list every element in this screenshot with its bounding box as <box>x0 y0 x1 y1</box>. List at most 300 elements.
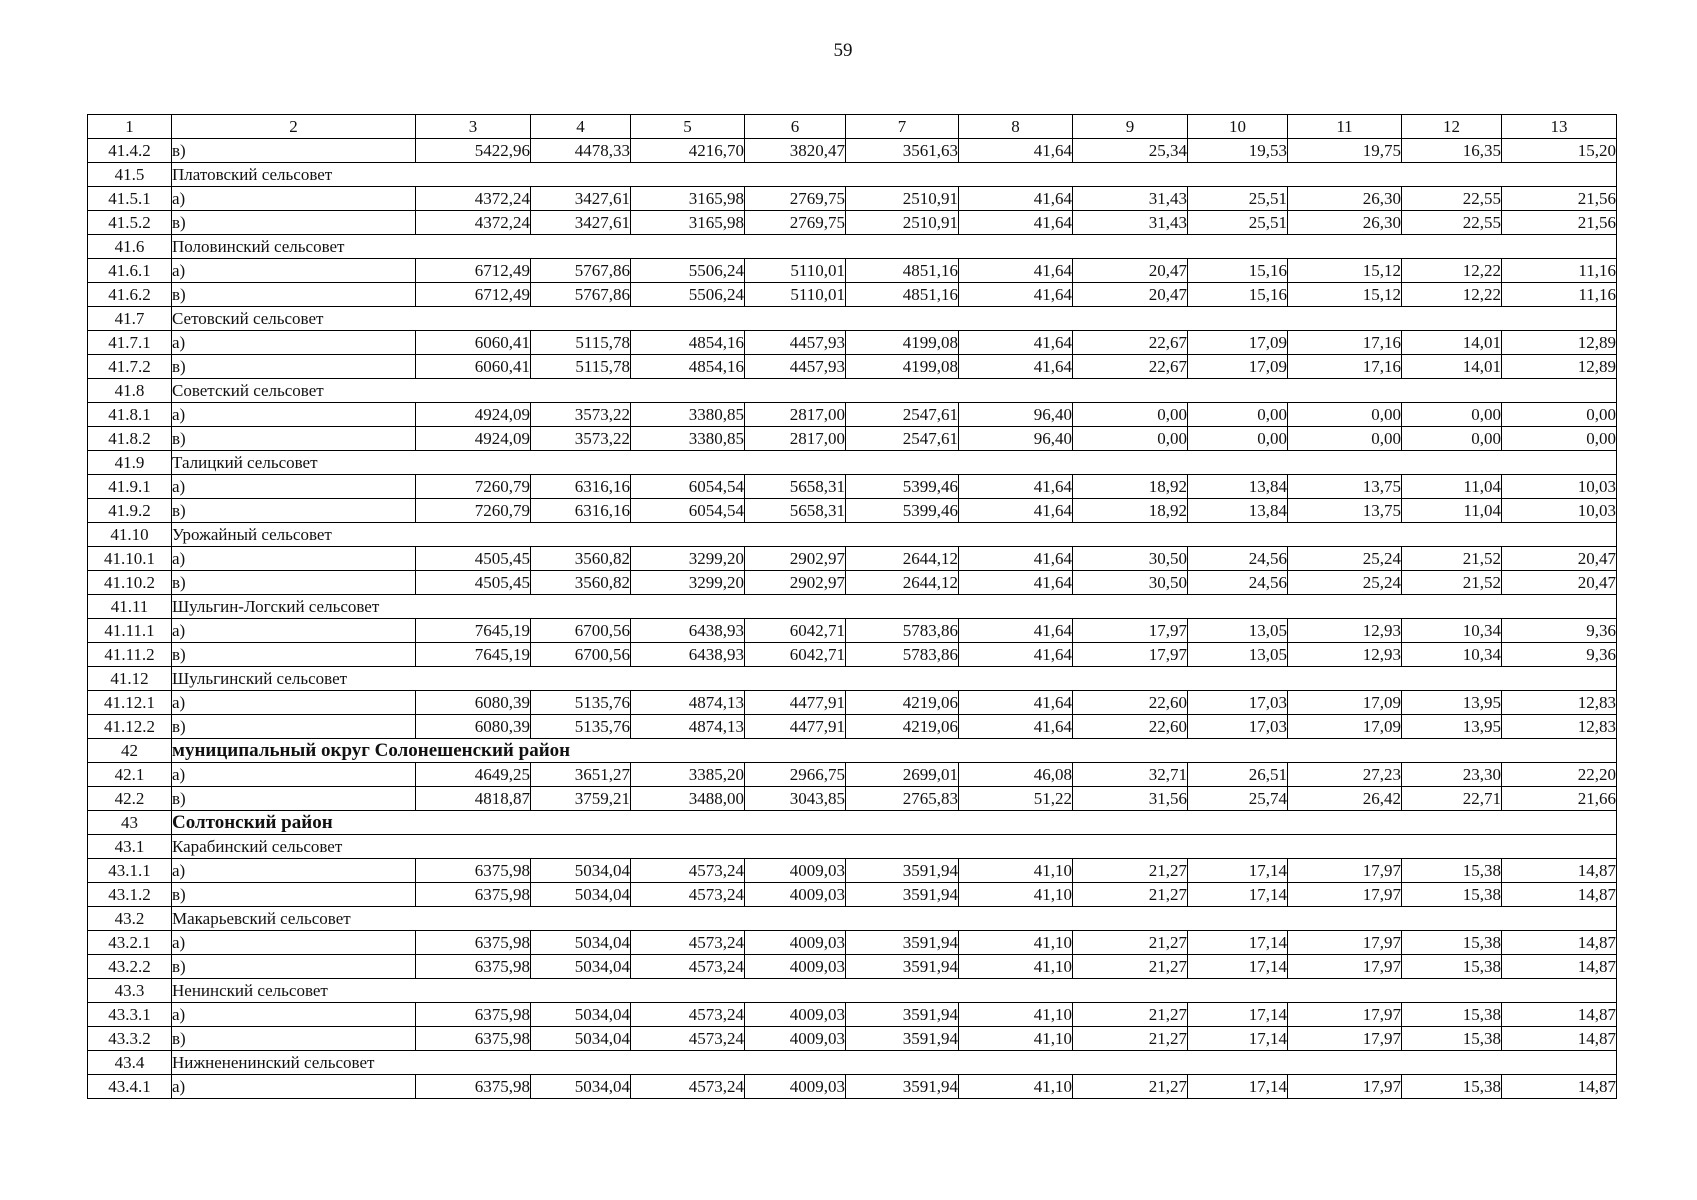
value-cell: 6316,16 <box>531 475 631 499</box>
value-cell: 3488,00 <box>631 787 745 811</box>
value-cell: 21,66 <box>1502 787 1617 811</box>
value-cell: 41,64 <box>959 355 1073 379</box>
value-cell: 31,43 <box>1073 211 1188 235</box>
value-cell: 6438,93 <box>631 643 745 667</box>
row-code: 41.10 <box>88 523 172 547</box>
row-label: в) <box>172 643 416 667</box>
value-cell: 41,64 <box>959 475 1073 499</box>
column-header: 1 <box>88 115 172 139</box>
value-cell: 21,27 <box>1073 1027 1188 1051</box>
value-cell: 17,16 <box>1288 331 1402 355</box>
value-cell: 11,16 <box>1502 259 1617 283</box>
value-cell: 5034,04 <box>531 1003 631 1027</box>
value-cell: 6375,98 <box>416 1027 531 1051</box>
row-code: 41.7 <box>88 307 172 331</box>
value-cell: 15,20 <box>1502 139 1617 163</box>
section-row <box>88 667 1617 691</box>
row-code: 43.3 <box>88 979 172 1003</box>
value-cell: 41,64 <box>959 619 1073 643</box>
row-code: 43.1.2 <box>88 883 172 907</box>
value-cell: 3165,98 <box>631 211 745 235</box>
value-cell: 17,97 <box>1073 619 1188 643</box>
value-cell: 3591,94 <box>846 1003 959 1027</box>
value-cell: 6054,54 <box>631 475 745 499</box>
value-cell: 3591,94 <box>846 955 959 979</box>
value-cell: 20,47 <box>1073 259 1188 283</box>
value-cell: 6060,41 <box>416 355 531 379</box>
value-cell: 2547,61 <box>846 427 959 451</box>
value-cell: 2644,12 <box>846 547 959 571</box>
row-label: а) <box>172 403 416 427</box>
value-cell: 0,00 <box>1073 403 1188 427</box>
value-cell: 41,64 <box>959 571 1073 595</box>
value-cell: 4854,16 <box>631 331 745 355</box>
value-cell: 4573,24 <box>631 931 745 955</box>
value-cell: 4477,91 <box>745 715 846 739</box>
value-cell: 2547,61 <box>846 403 959 427</box>
table-row <box>88 283 1617 307</box>
value-cell: 6060,41 <box>416 331 531 355</box>
row-code: 42 <box>88 739 172 763</box>
row-code: 41.5 <box>88 163 172 187</box>
value-cell: 17,16 <box>1288 355 1402 379</box>
value-cell: 5767,86 <box>531 283 631 307</box>
value-cell: 11,04 <box>1402 475 1502 499</box>
value-cell: 14,87 <box>1502 931 1617 955</box>
value-cell: 12,93 <box>1288 643 1402 667</box>
value-cell: 14,87 <box>1502 1003 1617 1027</box>
value-cell: 3591,94 <box>846 931 959 955</box>
value-cell: 17,97 <box>1288 955 1402 979</box>
row-label: а) <box>172 331 416 355</box>
table-row <box>88 1027 1617 1051</box>
value-cell: 4924,09 <box>416 403 531 427</box>
section-title: муниципальный округ Солонешенский район <box>172 739 1617 763</box>
row-code: 41.11 <box>88 595 172 619</box>
table-row <box>88 955 1617 979</box>
table-row <box>88 763 1617 787</box>
value-cell: 41,64 <box>959 499 1073 523</box>
value-cell: 17,09 <box>1288 691 1402 715</box>
value-cell: 3591,94 <box>846 1075 959 1099</box>
table-row <box>88 883 1617 907</box>
row-label: а) <box>172 763 416 787</box>
value-cell: 12,22 <box>1402 283 1502 307</box>
value-cell: 21,27 <box>1073 1003 1188 1027</box>
value-cell: 25,24 <box>1288 571 1402 595</box>
value-cell: 41,64 <box>959 283 1073 307</box>
row-code: 41.12 <box>88 667 172 691</box>
section-row <box>88 379 1617 403</box>
row-code: 43.1.1 <box>88 859 172 883</box>
value-cell: 22,67 <box>1073 331 1188 355</box>
value-cell: 0,00 <box>1288 403 1402 427</box>
table-row <box>88 355 1617 379</box>
value-cell: 17,97 <box>1288 859 1402 883</box>
table-row <box>88 619 1617 643</box>
value-cell: 6712,49 <box>416 283 531 307</box>
value-cell: 51,22 <box>959 787 1073 811</box>
value-cell: 21,56 <box>1502 211 1617 235</box>
value-cell: 4505,45 <box>416 547 531 571</box>
value-cell: 13,84 <box>1188 475 1288 499</box>
value-cell: 2644,12 <box>846 571 959 595</box>
value-cell: 4009,03 <box>745 1003 846 1027</box>
value-cell: 14,87 <box>1502 1027 1617 1051</box>
value-cell: 4854,16 <box>631 355 745 379</box>
value-cell: 4573,24 <box>631 1003 745 1027</box>
section-row <box>88 307 1617 331</box>
row-code: 41.7.2 <box>88 355 172 379</box>
row-code: 41.5.1 <box>88 187 172 211</box>
value-cell: 5034,04 <box>531 955 631 979</box>
value-cell: 41,10 <box>959 1027 1073 1051</box>
value-cell: 5034,04 <box>531 859 631 883</box>
row-label: в) <box>172 571 416 595</box>
row-label: в) <box>172 427 416 451</box>
row-label: в) <box>172 283 416 307</box>
table-row <box>88 403 1617 427</box>
row-code: 43.2.2 <box>88 955 172 979</box>
value-cell: 10,03 <box>1502 475 1617 499</box>
value-cell: 2765,83 <box>846 787 959 811</box>
value-cell: 3380,85 <box>631 403 745 427</box>
value-cell: 3299,20 <box>631 547 745 571</box>
value-cell: 41,10 <box>959 883 1073 907</box>
value-cell: 4457,93 <box>745 355 846 379</box>
column-header: 3 <box>416 115 531 139</box>
value-cell: 19,53 <box>1188 139 1288 163</box>
section-row <box>88 739 1617 763</box>
value-cell: 4199,08 <box>846 355 959 379</box>
value-cell: 4009,03 <box>745 1075 846 1099</box>
section-title: Советский сельсовет <box>172 379 1617 403</box>
row-label: а) <box>172 475 416 499</box>
row-label: в) <box>172 355 416 379</box>
value-cell: 20,47 <box>1502 547 1617 571</box>
value-cell: 6375,98 <box>416 1075 531 1099</box>
value-cell: 10,34 <box>1402 619 1502 643</box>
table-row <box>88 1003 1617 1027</box>
row-label: в) <box>172 211 416 235</box>
value-cell: 5115,78 <box>531 355 631 379</box>
value-cell: 14,87 <box>1502 859 1617 883</box>
value-cell: 6080,39 <box>416 691 531 715</box>
table-row <box>88 331 1617 355</box>
value-cell: 3299,20 <box>631 571 745 595</box>
section-title: Ненинский сельсовет <box>172 979 1617 1003</box>
value-cell: 4573,24 <box>631 1075 745 1099</box>
value-cell: 22,55 <box>1402 187 1502 211</box>
value-cell: 4219,06 <box>846 691 959 715</box>
value-cell: 15,38 <box>1402 859 1502 883</box>
value-cell: 20,47 <box>1073 283 1188 307</box>
section-row <box>88 907 1617 931</box>
value-cell: 4477,91 <box>745 691 846 715</box>
row-code: 43 <box>88 811 172 835</box>
section-title: Половинский сельсовет <box>172 235 1617 259</box>
value-cell: 5034,04 <box>531 931 631 955</box>
value-cell: 17,97 <box>1073 643 1188 667</box>
value-cell: 12,89 <box>1502 355 1617 379</box>
value-cell: 21,52 <box>1402 547 1502 571</box>
column-header: 4 <box>531 115 631 139</box>
value-cell: 17,14 <box>1188 955 1288 979</box>
section-title: Талицкий сельсовет <box>172 451 1617 475</box>
value-cell: 6042,71 <box>745 619 846 643</box>
section-title: Сетовский сельсовет <box>172 307 1617 331</box>
row-code: 41.8.2 <box>88 427 172 451</box>
row-code: 41.8.1 <box>88 403 172 427</box>
value-cell: 22,60 <box>1073 691 1188 715</box>
value-cell: 3561,63 <box>846 139 959 163</box>
table-row <box>88 931 1617 955</box>
value-cell: 15,38 <box>1402 1027 1502 1051</box>
value-cell: 6700,56 <box>531 643 631 667</box>
value-cell: 2817,00 <box>745 427 846 451</box>
row-label: в) <box>172 883 416 907</box>
value-cell: 6375,98 <box>416 1003 531 1027</box>
value-cell: 25,24 <box>1288 547 1402 571</box>
value-cell: 12,93 <box>1288 619 1402 643</box>
value-cell: 41,10 <box>959 955 1073 979</box>
value-cell: 4372,24 <box>416 187 531 211</box>
row-code: 43.2 <box>88 907 172 931</box>
value-cell: 12,83 <box>1502 715 1617 739</box>
section-row <box>88 811 1617 835</box>
column-header: 9 <box>1073 115 1188 139</box>
row-label: а) <box>172 259 416 283</box>
value-cell: 22,20 <box>1502 763 1617 787</box>
value-cell: 17,14 <box>1188 1075 1288 1099</box>
section-row <box>88 451 1617 475</box>
column-header: 13 <box>1502 115 1617 139</box>
row-code: 43.2.1 <box>88 931 172 955</box>
value-cell: 3380,85 <box>631 427 745 451</box>
value-cell: 3591,94 <box>846 883 959 907</box>
page-number: 59 <box>833 40 853 61</box>
value-cell: 5115,78 <box>531 331 631 355</box>
value-cell: 2966,75 <box>745 763 846 787</box>
value-cell: 3560,82 <box>531 571 631 595</box>
value-cell: 2510,91 <box>846 211 959 235</box>
value-cell: 3560,82 <box>531 547 631 571</box>
value-cell: 0,00 <box>1288 427 1402 451</box>
value-cell: 15,38 <box>1402 931 1502 955</box>
value-cell: 4573,24 <box>631 955 745 979</box>
value-cell: 17,09 <box>1288 715 1402 739</box>
value-cell: 17,03 <box>1188 691 1288 715</box>
value-cell: 3759,21 <box>531 787 631 811</box>
value-cell: 5110,01 <box>745 283 846 307</box>
value-cell: 4505,45 <box>416 571 531 595</box>
row-code: 41.6.1 <box>88 259 172 283</box>
value-cell: 15,16 <box>1188 283 1288 307</box>
row-code: 41.4.2 <box>88 139 172 163</box>
value-cell: 5767,86 <box>531 259 631 283</box>
table-row <box>88 139 1617 163</box>
value-cell: 41,64 <box>959 691 1073 715</box>
table-head <box>88 115 1617 139</box>
row-label: а) <box>172 187 416 211</box>
value-cell: 17,09 <box>1188 355 1288 379</box>
value-cell: 41,64 <box>959 715 1073 739</box>
value-cell: 6700,56 <box>531 619 631 643</box>
value-cell: 15,38 <box>1402 883 1502 907</box>
value-cell: 17,97 <box>1288 1075 1402 1099</box>
row-code: 43.4.1 <box>88 1075 172 1099</box>
table-body <box>88 139 1617 1099</box>
column-header: 8 <box>959 115 1073 139</box>
value-cell: 17,14 <box>1188 1003 1288 1027</box>
column-header: 2 <box>172 115 416 139</box>
value-cell: 21,52 <box>1402 571 1502 595</box>
table-row <box>88 691 1617 715</box>
row-code: 41.5.2 <box>88 211 172 235</box>
table-row <box>88 859 1617 883</box>
table-row <box>88 643 1617 667</box>
value-cell: 15,12 <box>1288 283 1402 307</box>
value-cell: 15,12 <box>1288 259 1402 283</box>
row-label: а) <box>172 691 416 715</box>
section-title: Нижнененинский сельсовет <box>172 1051 1617 1075</box>
row-code: 41.10.2 <box>88 571 172 595</box>
value-cell: 5422,96 <box>416 139 531 163</box>
section-row <box>88 595 1617 619</box>
section-title: Карабинский сельсовет <box>172 835 1617 859</box>
value-cell: 26,30 <box>1288 187 1402 211</box>
row-code: 41.12.1 <box>88 691 172 715</box>
value-cell: 4573,24 <box>631 1027 745 1051</box>
row-code: 41.10.1 <box>88 547 172 571</box>
value-cell: 12,22 <box>1402 259 1502 283</box>
row-label: в) <box>172 715 416 739</box>
value-cell: 31,43 <box>1073 187 1188 211</box>
section-title: Макарьевский сельсовет <box>172 907 1617 931</box>
value-cell: 5135,76 <box>531 691 631 715</box>
value-cell: 2817,00 <box>745 403 846 427</box>
table-row <box>88 787 1617 811</box>
value-cell: 3591,94 <box>846 859 959 883</box>
value-cell: 4649,25 <box>416 763 531 787</box>
value-cell: 4009,03 <box>745 859 846 883</box>
row-code: 41.12.2 <box>88 715 172 739</box>
section-row <box>88 523 1617 547</box>
row-code: 41.9.1 <box>88 475 172 499</box>
row-label: а) <box>172 619 416 643</box>
value-cell: 7645,19 <box>416 619 531 643</box>
value-cell: 14,87 <box>1502 883 1617 907</box>
value-cell: 4478,33 <box>531 139 631 163</box>
value-cell: 32,71 <box>1073 763 1188 787</box>
value-cell: 13,05 <box>1188 643 1288 667</box>
value-cell: 13,95 <box>1402 715 1502 739</box>
value-cell: 6375,98 <box>416 931 531 955</box>
row-label: а) <box>172 859 416 883</box>
row-code: 41.11.2 <box>88 643 172 667</box>
value-cell: 15,38 <box>1402 1003 1502 1027</box>
value-cell: 9,36 <box>1502 643 1617 667</box>
value-cell: 31,56 <box>1073 787 1188 811</box>
row-label: в) <box>172 499 416 523</box>
row-code: 41.6 <box>88 235 172 259</box>
row-code: 41.9.2 <box>88 499 172 523</box>
value-cell: 5034,04 <box>531 1075 631 1099</box>
value-cell: 13,95 <box>1402 691 1502 715</box>
value-cell: 15,38 <box>1402 955 1502 979</box>
table-row <box>88 499 1617 523</box>
value-cell: 3651,27 <box>531 763 631 787</box>
value-cell: 41,64 <box>959 211 1073 235</box>
table-row <box>88 259 1617 283</box>
value-cell: 2902,97 <box>745 547 846 571</box>
row-label: а) <box>172 931 416 955</box>
value-cell: 25,34 <box>1073 139 1188 163</box>
value-cell: 7645,19 <box>416 643 531 667</box>
value-cell: 21,56 <box>1502 187 1617 211</box>
row-label: в) <box>172 1027 416 1051</box>
value-cell: 2769,75 <box>745 211 846 235</box>
value-cell: 41,64 <box>959 547 1073 571</box>
value-cell: 6375,98 <box>416 859 531 883</box>
value-cell: 41,64 <box>959 139 1073 163</box>
row-code: 41.9 <box>88 451 172 475</box>
value-cell: 96,40 <box>959 403 1073 427</box>
value-cell: 46,08 <box>959 763 1073 787</box>
value-cell: 22,71 <box>1402 787 1502 811</box>
value-cell: 9,36 <box>1502 619 1617 643</box>
value-cell: 5506,24 <box>631 259 745 283</box>
value-cell: 17,14 <box>1188 1027 1288 1051</box>
value-cell: 4457,93 <box>745 331 846 355</box>
section-title: Шульгинский сельсовет <box>172 667 1617 691</box>
column-header: 12 <box>1402 115 1502 139</box>
value-cell: 26,30 <box>1288 211 1402 235</box>
row-code: 41.7.1 <box>88 331 172 355</box>
value-cell: 11,04 <box>1402 499 1502 523</box>
column-header: 11 <box>1288 115 1402 139</box>
value-cell: 17,97 <box>1288 883 1402 907</box>
value-cell: 12,89 <box>1502 331 1617 355</box>
value-cell: 4874,13 <box>631 715 745 739</box>
table-row <box>88 715 1617 739</box>
value-cell: 22,55 <box>1402 211 1502 235</box>
value-cell: 26,51 <box>1188 763 1288 787</box>
row-label: а) <box>172 547 416 571</box>
table-row <box>88 187 1617 211</box>
section-row <box>88 163 1617 187</box>
value-cell: 14,01 <box>1402 355 1502 379</box>
value-cell: 41,64 <box>959 187 1073 211</box>
section-title: Платовский сельсовет <box>172 163 1617 187</box>
value-cell: 19,75 <box>1288 139 1402 163</box>
value-cell: 14,87 <box>1502 955 1617 979</box>
value-cell: 24,56 <box>1188 547 1288 571</box>
value-cell: 25,74 <box>1188 787 1288 811</box>
value-cell: 30,50 <box>1073 547 1188 571</box>
value-cell: 2510,91 <box>846 187 959 211</box>
value-cell: 41,64 <box>959 259 1073 283</box>
value-cell: 6080,39 <box>416 715 531 739</box>
table-row <box>88 427 1617 451</box>
value-cell: 21,27 <box>1073 931 1188 955</box>
value-cell: 0,00 <box>1402 403 1502 427</box>
value-cell: 13,05 <box>1188 619 1288 643</box>
row-code: 41.11.1 <box>88 619 172 643</box>
value-cell: 3820,47 <box>745 139 846 163</box>
value-cell: 0,00 <box>1502 403 1617 427</box>
value-cell: 17,97 <box>1288 1027 1402 1051</box>
